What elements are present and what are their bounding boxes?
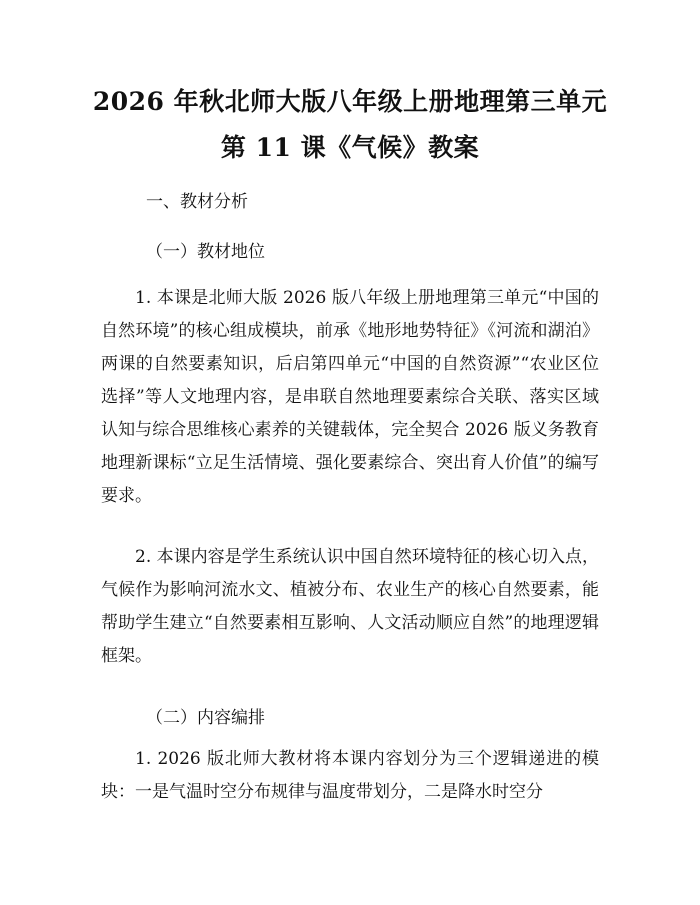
paragraph-content-arrangement-1: 1. 2026 版北师大教材将本课内容划分为三个逻辑递进的模块：一是气温时空分布规律与温度带划分，二是降水时空分	[101, 749, 599, 802]
document-title-line-1: 2026 年秋北师大版八年级上册地理第三单元	[92, 87, 608, 116]
paragraph-textbook-position-1: 1. 本课是北师大版 2026 版八年级上册地理第三单元“中国的自然环境”的核心组成模块，前承《地形地势特征》《河流和湖泊》两课的自然要素知识，后启第四单元“中国的自然资源”“农业区位选择”等人文地理内容，是串联自然地理要素综合关联、落实区域认知与综合思维核心素养的关键载体，完全契合 2026 版义务教育地理新课标“立足生活情境、强化要素综合、突出育人价值”的编写要求。	[101, 288, 599, 506]
subsection-heading-textbook-position: （一）教材地位	[146, 242, 265, 262]
document-title-line-2: 第 11 课《气候》教案	[220, 133, 480, 162]
subsection-heading-content-arrangement: （二）内容编排	[146, 708, 265, 728]
section-heading-textbook-analysis: 一、教材分析	[146, 192, 248, 212]
paragraph-textbook-position-2: 2. 本课内容是学生系统认识中国自然环境特征的核心切入点，气候作为影响河流水文、植被分布、农业生产的核心自然要素，能帮助学生建立“自然要素相互影响、人文活动顺应自然”的地理逻辑框架。	[101, 547, 599, 666]
